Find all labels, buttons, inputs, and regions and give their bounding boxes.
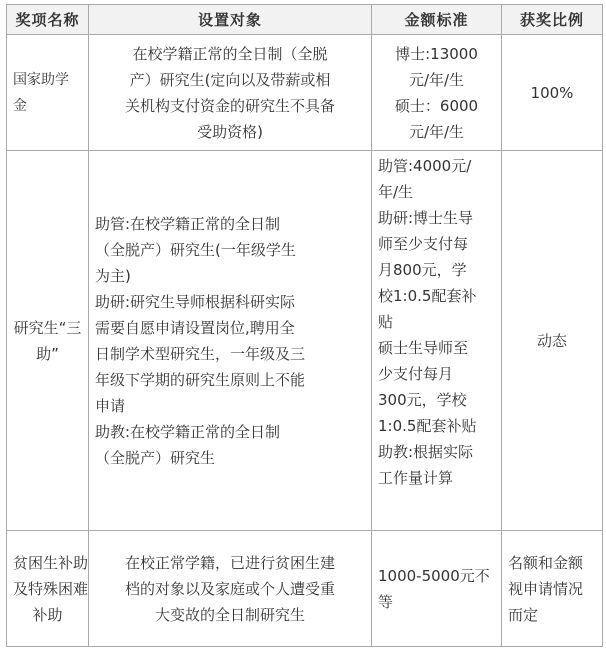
text-line: 贫困生补助 <box>13 553 89 572</box>
text-line: 申请 <box>95 396 126 415</box>
text-line: 为主) <box>95 266 131 285</box>
text-line: 助教:根据实际 <box>378 443 474 461</box>
text-line: 300元，学校 <box>378 391 467 409</box>
text-line: 校1:0.5配套补 <box>378 287 477 305</box>
ratio-cell: 100% <box>502 35 603 151</box>
text-line: 助” <box>36 344 59 363</box>
text-line: 工作量计算 <box>378 469 454 487</box>
award-name-cell <box>7 151 89 531</box>
text-line: 硕士：6000 <box>394 96 479 115</box>
table-row <box>7 35 603 151</box>
text-line: 研究生“三 <box>13 318 82 337</box>
text-line: 助研:研究生导师根据科研实际 <box>95 292 296 311</box>
text-line: 日制学术型研究生，一年级及三 <box>95 344 306 363</box>
text-line: 博士:13000 <box>395 44 478 63</box>
text-line: 元/年/生 <box>408 70 465 89</box>
text-line: 助教:在校学籍正常的全日制 <box>95 422 281 441</box>
target-cell <box>89 35 372 151</box>
table-header-row <box>7 5 603 35</box>
text-line: 年/生 <box>378 183 414 201</box>
text-line: 及特殊困难 <box>13 579 89 598</box>
table-row <box>7 531 603 647</box>
text-line: 大变故的全日制研究生 <box>154 605 305 624</box>
text-line: （全脱产）研究生 <box>95 448 216 467</box>
text-line: 等 <box>378 592 394 611</box>
ratio-cell <box>502 531 603 647</box>
text-line: 年级下学期的研究生原则上不能 <box>95 370 306 389</box>
text-line: 关机构支付资金的研究生不具备 <box>124 96 335 115</box>
text-line: 1000-5000元不 <box>378 566 490 585</box>
text-line: 元/年/生 <box>408 122 465 141</box>
text-line: 档的对象以及家庭或个人遭受重 <box>124 579 335 598</box>
text-line: 受助资格) <box>197 122 263 141</box>
table-row <box>7 151 603 531</box>
text-line: 贴 <box>378 313 394 331</box>
header-target: 设置对象 <box>89 5 372 35</box>
text-line: 产）研究生(定向以及带薪或相 <box>129 70 331 89</box>
amount-cell <box>372 35 502 151</box>
amount-cell <box>372 531 502 647</box>
text-line: 助管:在校学籍正常的全日制 <box>95 214 281 233</box>
text-line: 1:0.5配套补贴 <box>378 417 477 435</box>
text-line: 视申请情况 <box>508 579 584 598</box>
text-line: 少支付每月 <box>378 365 454 383</box>
amount-cell <box>372 151 502 531</box>
target-cell <box>89 151 372 531</box>
text-line: 补助 <box>32 605 63 624</box>
text-line: 助研:博士生导 <box>378 209 474 227</box>
text-line: （全脱产）研究生(一年级学生 <box>95 240 296 259</box>
text-line: 需要自愿申请设置岗位,聘用全 <box>95 318 295 337</box>
text-line: 名额和金额 <box>508 553 584 572</box>
target-cell <box>89 531 372 647</box>
text-line: 师至少支付每 <box>378 235 469 253</box>
text-line: 助管:4000元/ <box>378 157 472 175</box>
ratio-cell: 动态 <box>502 151 603 531</box>
text-line: 月800元，学 <box>378 261 467 279</box>
text-line: 硕士生导师至 <box>378 339 469 357</box>
header-award-name: 奖项名称 <box>7 5 89 35</box>
text-line: 在校正常学籍，已进行贫困生建 <box>124 553 335 572</box>
scholarship-table <box>6 4 603 647</box>
header-ratio: 获奖比例 <box>502 5 603 35</box>
award-name-cell <box>7 531 89 647</box>
text-line: 而定 <box>508 605 539 624</box>
header-amount: 金额标准 <box>372 5 502 35</box>
award-name-cell: 国家助学金 <box>7 35 89 151</box>
text-line: 在校学籍正常的全日制（全脱 <box>132 44 328 63</box>
